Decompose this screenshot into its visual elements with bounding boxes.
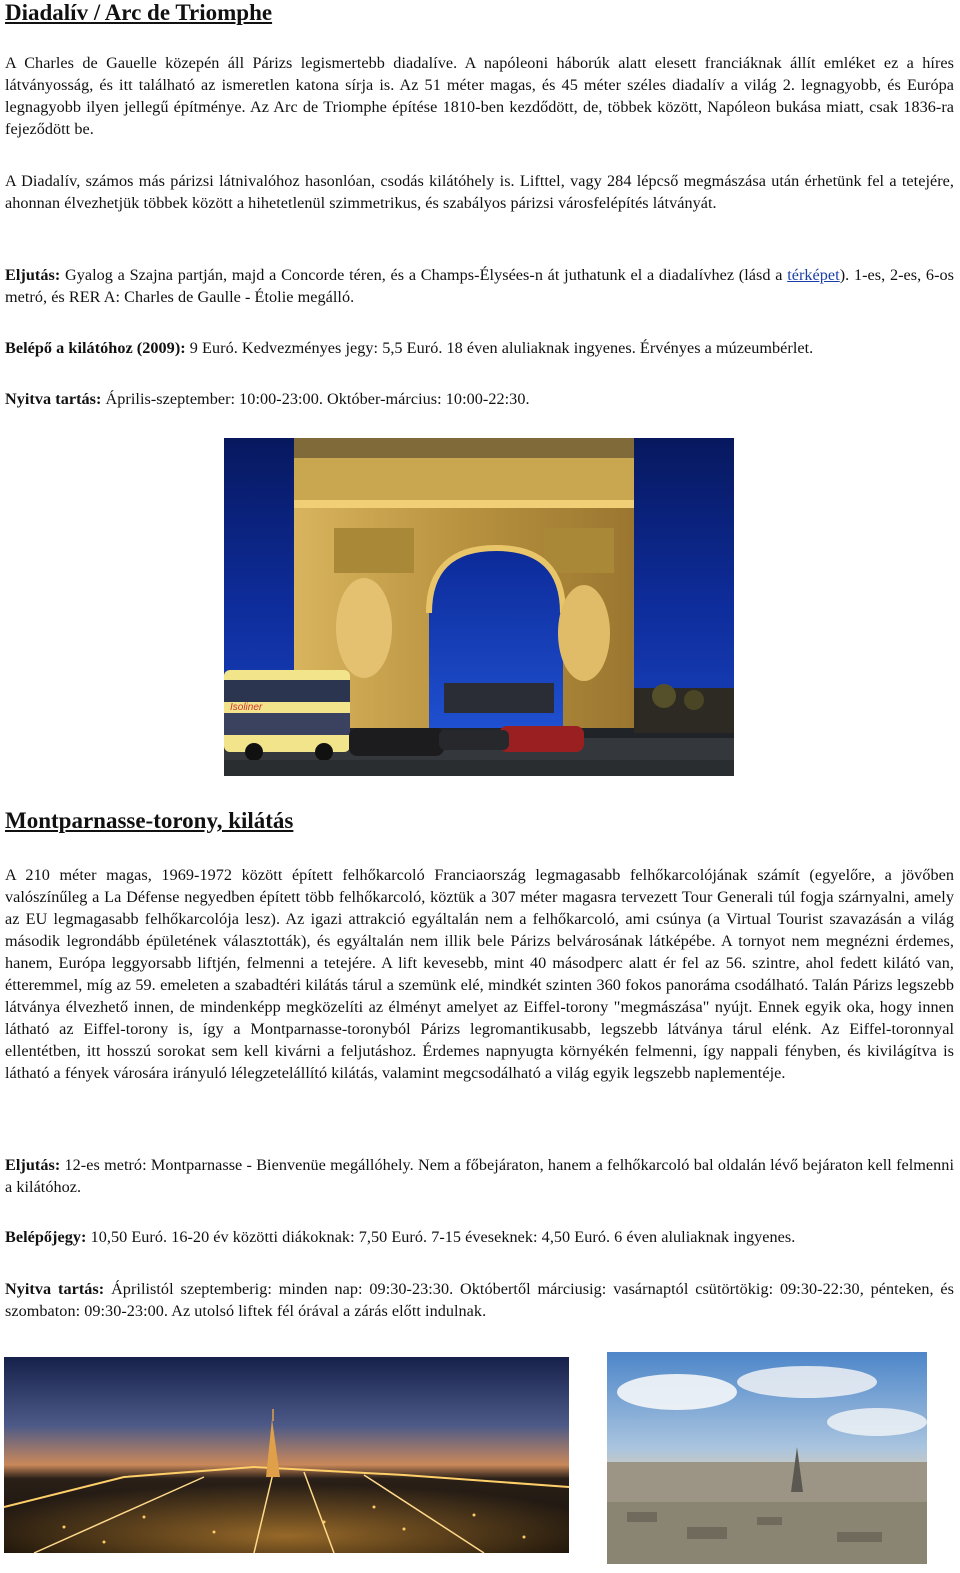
montparnasse-access-label: Eljutás: — [5, 1156, 61, 1174]
arc-access-label: Eljutás: — [5, 266, 61, 284]
arc-access-text-a: Gyalog a Szajna partján, majd a Concorde téren, és a Champs-Élysées-n át juthatunk el a diadalívhez (lásd a — [60, 266, 788, 284]
arc-hours-label: Nyitva tartás: — [5, 390, 102, 408]
arc-ticket-paragraph — [5, 337, 954, 359]
arc-hours-paragraph — [5, 388, 954, 410]
arc-viewpoint-paragraph: A Diadalív, számos más párizsi látnivalóhoz hasonlóan, csodás kilátóhely is. Lifttel, vagy 284 lépcső megmászása után érhetünk fel a tetejére, ahonnan élvezhetjük többek között a hihetetlenül szimmetrikus, és szabályos párizsi városfelépítés látványát. — [5, 172, 954, 212]
arc-ticket-label: Belépő a kilátóhoz (2009): — [5, 339, 186, 357]
montparnasse-access-text: 12-es metró: Montparnasse - Bienvenüe megállóhely. Nem a főbejáraton, hanem a felhőkarcoló bal oldalán lévő bejáraton kell felmenni a kilátóhoz. — [5, 1156, 954, 1196]
arc-access-text-b: ). 1-es, 2-es, 6-os metró, és RER A: Charles de Gaulle - Étolie megálló. — [5, 266, 955, 306]
montparnasse-hours-text: Áprilistól szeptemberig: minden nap: 09:30-23:30. Októbertől márciusig: vasárnaptól csütörtökig: 09:30-22:30, pénteken, és szombaton: 09:30-23:00. Az utolsó liftek fél órával a zárás előtt indulnak. — [5, 1280, 955, 1320]
montparnasse-access-paragraph — [5, 1154, 954, 1198]
section-title-montparnasse: Montparnasse-torony, kilátás — [5, 808, 294, 833]
montparnasse-hours-paragraph — [5, 1278, 954, 1322]
montparnasse-ticket-text: 10,50 Euró. 16-20 év közötti diákoknak: 7,50 Euró. 7-15 éveseknek: 4,50 Euró. 6 éven aluliaknak ingyenes. — [86, 1228, 796, 1246]
montparnasse-ticket-paragraph — [5, 1226, 954, 1248]
paris-night-panorama-photo — [4, 1357, 569, 1553]
montparnasse-ticket-label: Belépőjegy: — [5, 1228, 87, 1246]
arc-ticket-text: 9 Euró. Kedvezményes jegy: 5,5 Euró. 18 éven aluliaknak ingyenes. Érvényes a múzeumbérlet. — [185, 339, 814, 357]
bus-logo-text: Isoliner — [230, 702, 263, 713]
paris-day-panorama-photo — [607, 1352, 927, 1564]
montparnasse-main-paragraph: A 210 méter magas, 1969-1972 között épített felhőkarcoló Franciaország legmagasabb felhőkarcolójának számít (egyelőre, a jövőben valószínűleg a La Défense negyedben épített több felhőkarcoló, köztük a 307 méter magasra tervezett Tour Generali túl fogja szárnyalni, amely az EU legmagasabb felhőkarcolója lesz). Az igazi attrakció egyáltalán nem a felhőkarcoló, ami csúnya (a Virtual Tourist szavazásán a világ második legrondább épületének választották), és egyáltalán nem illik bele Párizs belvárosának látképébe. A tornyot nem megnézni érdemes, hanem, Európa leggyorsabb liftjén, felmenni a tetejére. A lift kevesebb, mint 40 másodperc alatt ér fel az 56. szintre, ahol fedett kilátó van, étteremmel, míg az 59. emeleten a szabadtéri kilátás tárul a szemünk elé, mindkét szinten 360 fokos panoráma csodálható. Talán Párizs legszebb látványa élvezhető innen, de mindenképp megközelíti az élményt amelyet az Eiffel-torony "megmászása" nyújt. Ennek egyik oka, hogy innen látható az Eiffel-torony is, így a Montparnasse-toronyból Párizs legromantikusabb, legszebb látványa tárul elénk. Az Eiffel-toronnyal ellentétben, itt hosszú sorokat sem kell kivárni a feljutáshoz. Érdemes napnyugta környékén felmenni, így nappali fényben, és kivilágítva is látható a fények városára irányuló lélegzetelállító kilátás, valamint megcsodálható a világ egyik legszebb naplementéje. — [5, 866, 954, 1082]
map-link[interactable]: térképet — [787, 266, 840, 284]
montparnasse-hours-label: Nyitva tartás: — [5, 1280, 105, 1298]
section-title-arc-de-triomphe: Diadalív / Arc de Triomphe — [5, 0, 273, 25]
arc-access-paragraph — [5, 264, 954, 308]
arc-hours-text: Április-szeptember: 10:00-23:00. Október-március: 10:00-22:30. — [101, 390, 530, 408]
arc-de-triomphe-photo — [224, 438, 734, 776]
arc-intro-paragraph: A Charles de Gauelle közepén áll Párizs legismertebb diadalíve. A napóleoni háborúk alatt elesett franciáknak állít emléket ez a híres látványosság, és itt található az ismeretlen katona sírja is. Az 51 méter magas, és 45 méter széles diadalív a világ 2. legnagyobb, és Európa legnagyobb ilyen jellegű építménye. Az Arc de Triomphe építése 1810-ben kezdődött, de, többek között, Napóleon bukása miatt, csak 1836-ra fejeződött be. — [5, 54, 954, 138]
